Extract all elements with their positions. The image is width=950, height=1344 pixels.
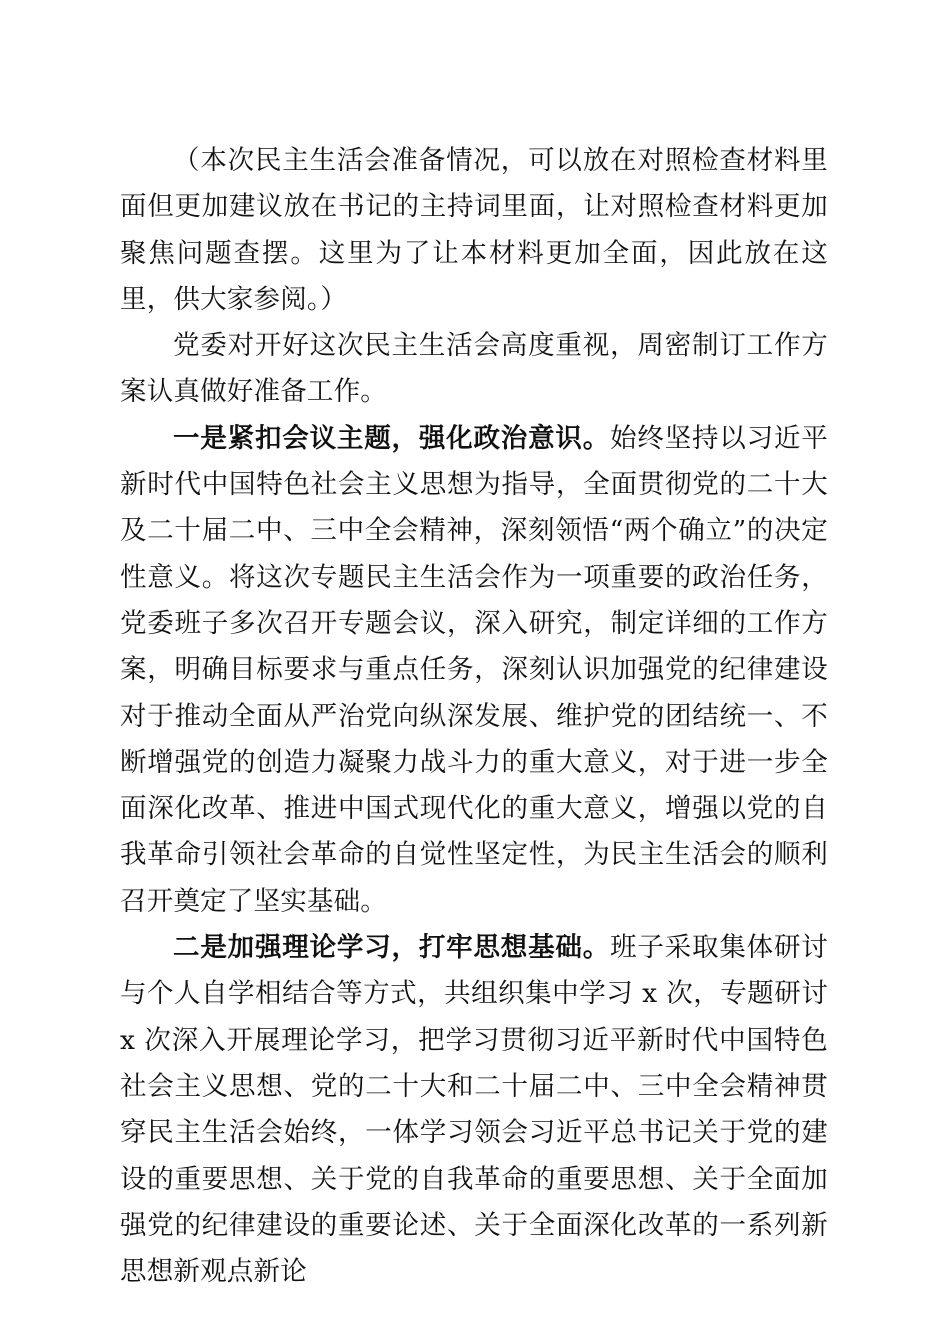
document-body [120,138,828,1295]
paragraph-text: 班子采取集体研讨与个人自学相结合等方式，共组织集中学习 x 次，专题研讨 x 次深入开展理论学习，把学习贯彻习近平新时代中国特色社会主义思想、党的二十大和二十届二中、三中全会精神贯穿民主生活会始终，一体学习领会习近平总书记关于党的建设的重要思想、关于党的自我革命的重要思想、关于全面加强党的纪律建设的重要论述、关于全面深化改革的一系列新思想新观点新论 [120,932,828,1288]
paragraph-lead: 二是加强理论学习，打牢思想基础。 [173,932,611,964]
paragraph-text: 始终坚持以习近平新时代中国特色社会主义思想为指导，全面贯彻党的二十大及二十届二中、三中全会精神，深刻领悟“两个确立”的决定性意义。将这次专题民主生活会作为一项重要的政治任务，党委班子多次召开专题会议，深入研究，制定详细的工作方案，明确目标要求与重点任务，深刻认识加强党的纪律建设对于推动全面从严治党向纵深发展、维护党的团结统一、不断增强党的创造力凝聚力战斗力的重大意义，对于进一步全面深化改革、推进中国式现代化的重大意义，增强以党的自我革命引领社会革命的自觉性坚定性，为民主生活会的顺利召开奠定了坚实基础。 [120,422,828,917]
paragraph-lead: 一是紧扣会议主题，强化政治意识。 [173,422,611,454]
paragraph-point-two [120,925,828,1295]
paragraph-preparation-note [120,138,828,323]
paragraph-point-one [120,416,828,925]
paragraph-text: 党委对开好这次民主生活会高度重视，周密制订工作方案认真做好准备工作。 [120,330,828,408]
paragraph-intro [120,323,828,416]
paragraph-text: （本次民主生活会准备情况，可以放在对照检查材料里面但更加建议放在书记的主持词里面，让对照检查材料更加聚焦问题查摆。这里为了让本材料更加全面，因此放在这里，供大家参阅。） [120,145,828,315]
